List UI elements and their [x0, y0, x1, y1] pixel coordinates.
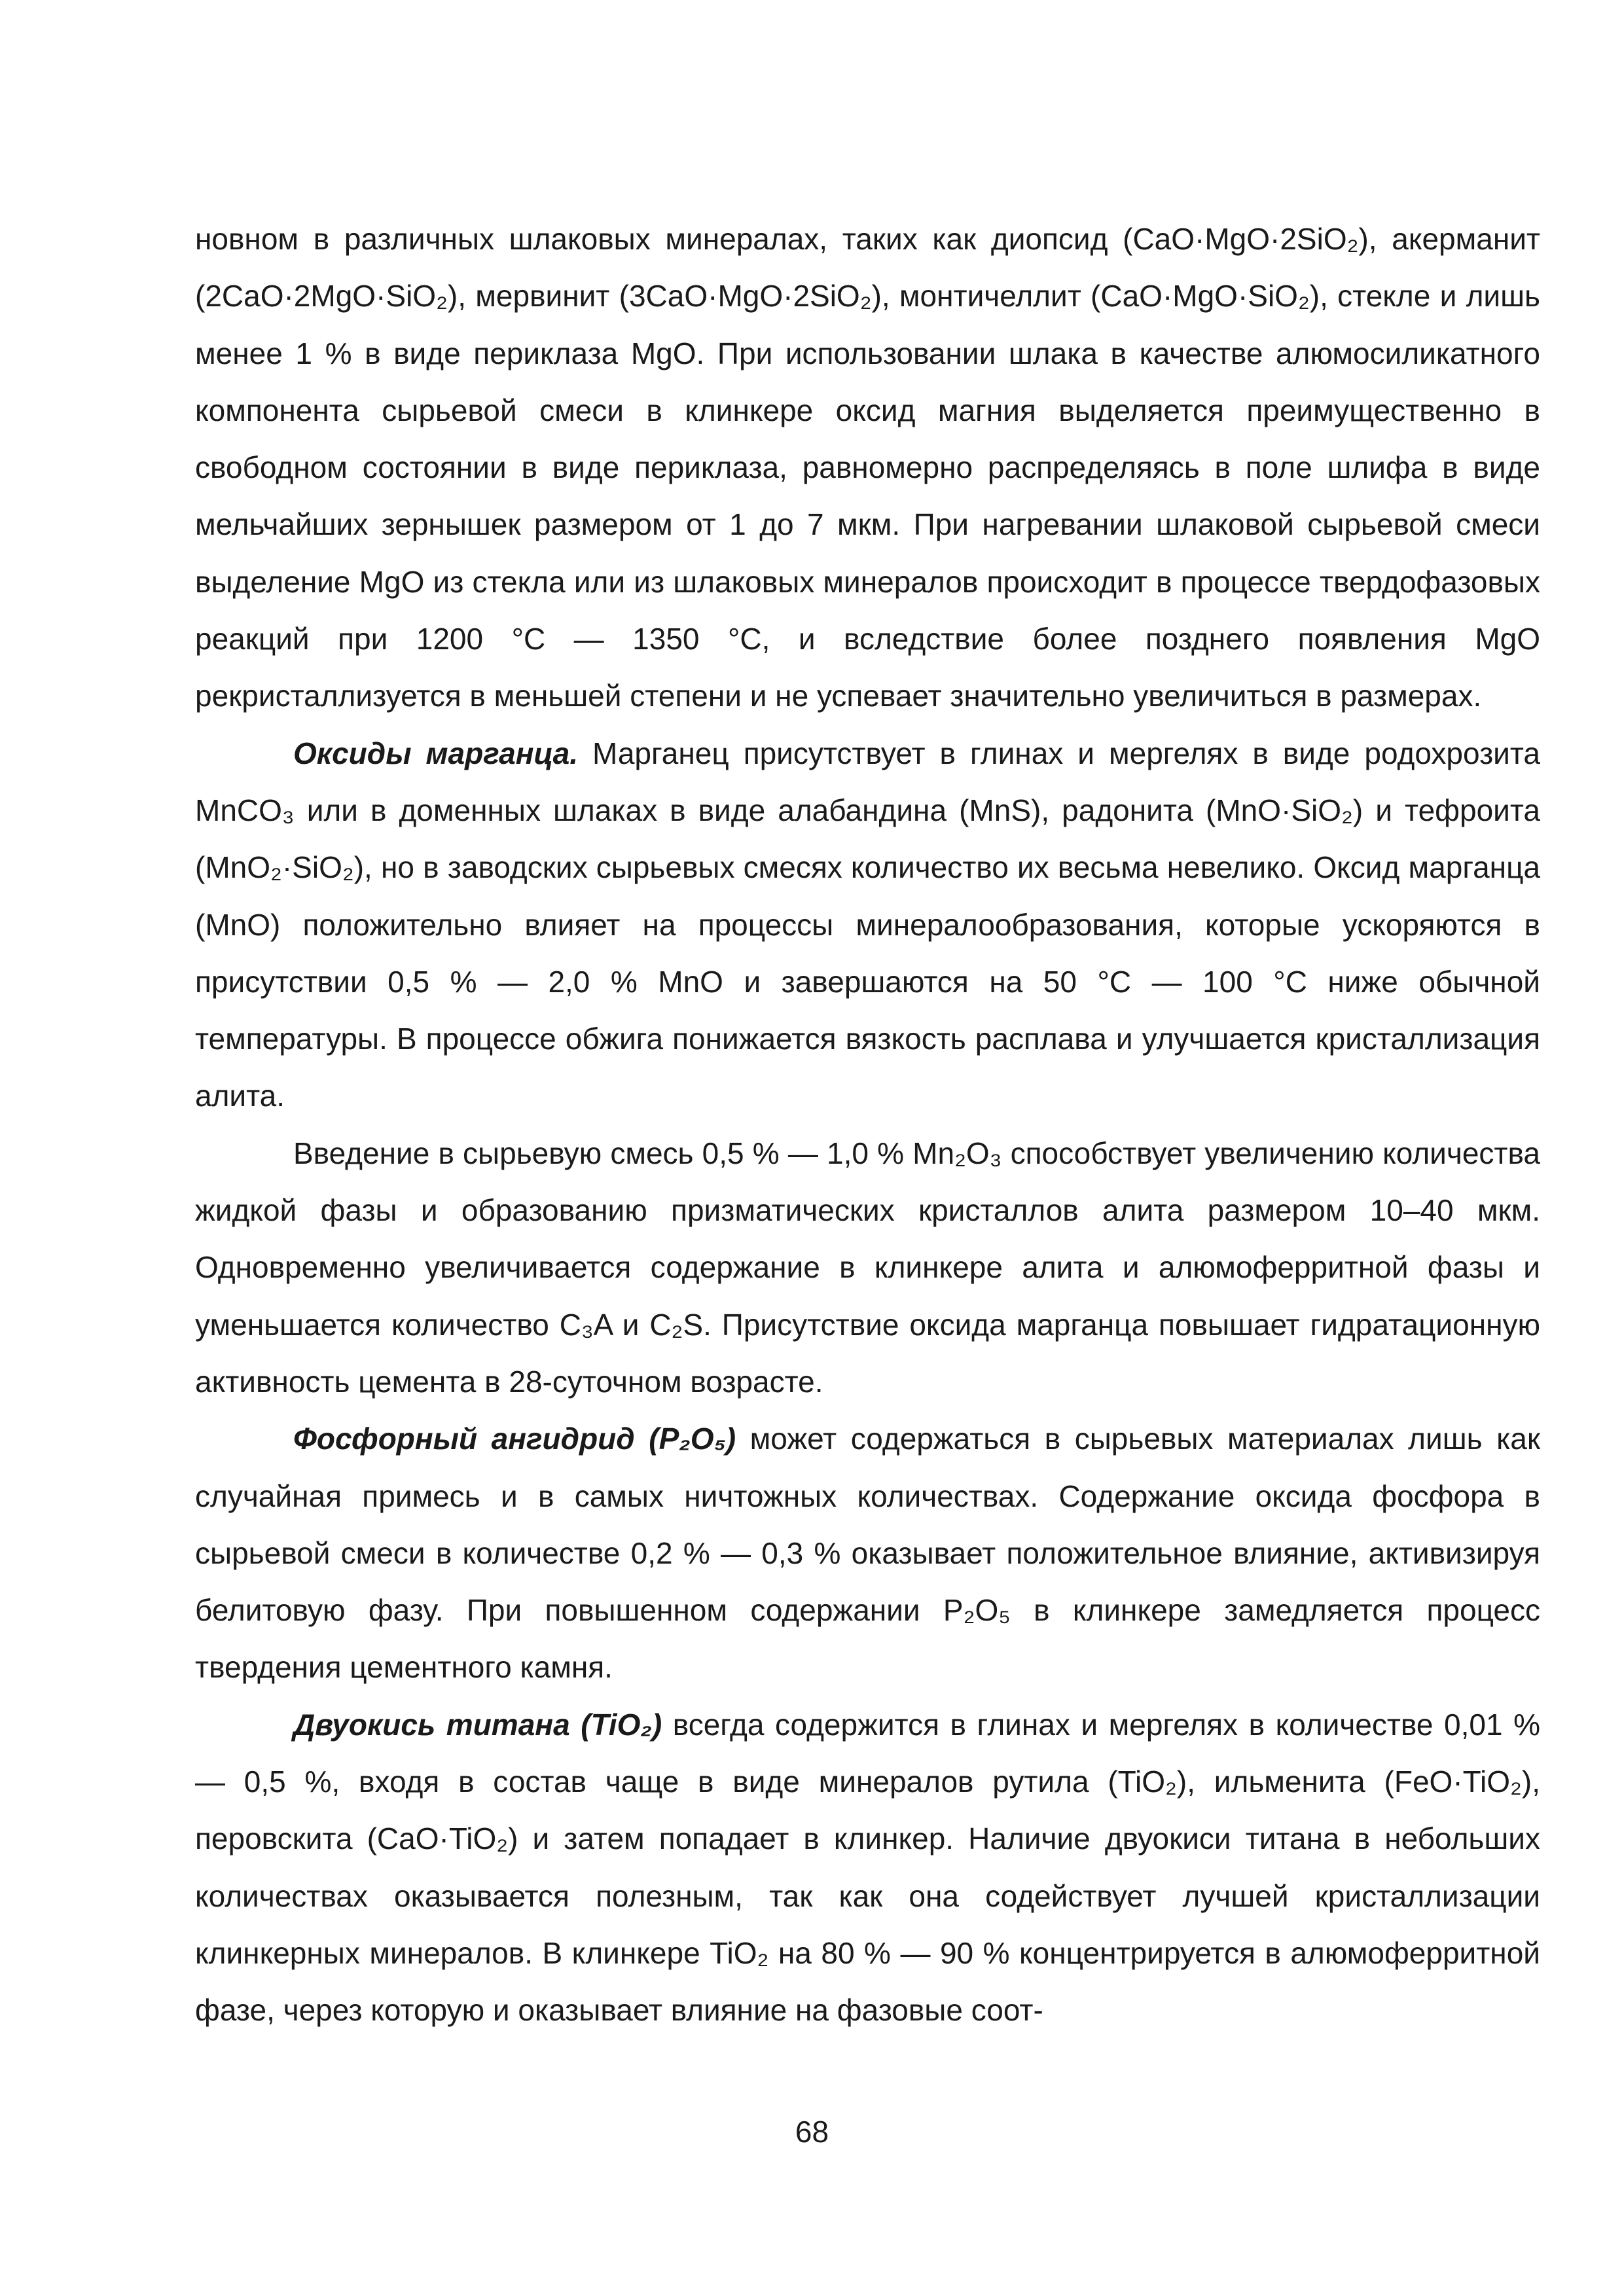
section-heading-phosphorus-anhydride: Фосфорный ангидрид (P₂O₅)	[293, 1422, 736, 1456]
paragraph-text: новном в различных шлаковых минералах, таких как диопсид (CaO·MgO·2SiO₂), акерманит (2CaO·2MgO·SiO₂), мервинит (3CaO·MgO·2SiO₂), монтичеллит (CaO·MgO·SiO₂), стекле и лишь менее 1 % в виде периклаза MgO. При использовании шлака в качестве алюмосиликатного компонента сырьевой смеси в клинкере оксид магния выделяется преимущественно в свободном состоянии в виде периклаза, равномерно распределяясь в поле шлифа в виде мельчайших зернышек размером от 1 до 7 мкм. При нагревании шлаковой сырьевой смеси выделение MgO из стекла или из шлаковых минералов происходит в процессе твердофазовых реакций при 1200 °С — 1350 °С, и вследствие более позднего появления MgO рекристаллизуется в меньшей степени и не успевает значительно увеличиться в размерах.	[195, 222, 1540, 713]
paragraph-manganese-addition	[195, 1125, 1540, 1410]
paragraph-text: всегда содержится в глинах и мергелях в количестве 0,01 % — 0,5 %, входя в состав чаще в виде минералов рутила (TiO₂), ильменита (FeO·TiO₂), перовскита (CaO·TiO₂) и затем попадает в клинкер. Наличие двуокиси титана в небольших количествах оказывается полезным, так как она содействует лучшей кристаллизации клинкерных минералов. В клинкере TiO₂ на 80 % — 90 % концентрируется в алюмоферритной фазе, через которую и оказывает влияние на фазовые соот-	[195, 1707, 1540, 2028]
paragraph-text: Введение в сырьевую смесь 0,5 % — 1,0 % Mn₂O₃ способствует увеличению количества жидкой фазы и образованию призматических кристаллов алита размером 10–40 мкм. Одновременно увеличивается содержание в клинкере алита и алюмоферритной фазы и уменьшается количество C₃A и C₂S. Присутствие оксида марганца повышает гидратационную активность цемента в 28-суточном возрасте.	[195, 1136, 1540, 1399]
paragraph-text: может содержаться в сырьевых материалах лишь как случайная примесь и в самых ничтожных количествах. Содержание оксида фосфора в сырьевой смеси в количестве 0,2 % — 0,3 % оказывает положительное влияние, активизируя белитовую фазу. При повышенном содержании P₂O₅ в клинкере замедляется процесс твердения цементного камня.	[195, 1422, 1540, 1685]
paragraph-phosphorus-anhydride	[195, 1410, 1540, 1696]
paragraph-titanium-dioxide	[195, 1696, 1540, 2039]
page-number: 68	[795, 2115, 829, 2149]
paragraph-text: Марганец присутствует в глинах и мергелях в виде родохрозита MnCO₃ или в доменных шлаках в виде алабандина (MnS), радонита (MnO·SiO₂) и тефроита (MnO₂·SiO₂), но в заводских сырьевых смесях количество их весьма невелико. Оксид марганца (MnO) положительно влияет на процессы минералообразования, которые ускоряются в присутствии 0,5 % — 2,0 % MnO и завершаются на 50 °С — 100 °С ниже обычной температуры. В процессе обжига понижается вязкость расплава и улучшается кристаллизация алита.	[195, 736, 1540, 1113]
paragraph-manganese-oxides	[195, 725, 1540, 1125]
paragraph-magnesium-continued	[195, 211, 1540, 725]
body-text	[195, 211, 1540, 2039]
section-heading-titanium-dioxide: Двуокись титана (TiO₂)	[293, 1707, 662, 1742]
section-heading-manganese-oxides: Оксиды марганца.	[293, 736, 578, 770]
